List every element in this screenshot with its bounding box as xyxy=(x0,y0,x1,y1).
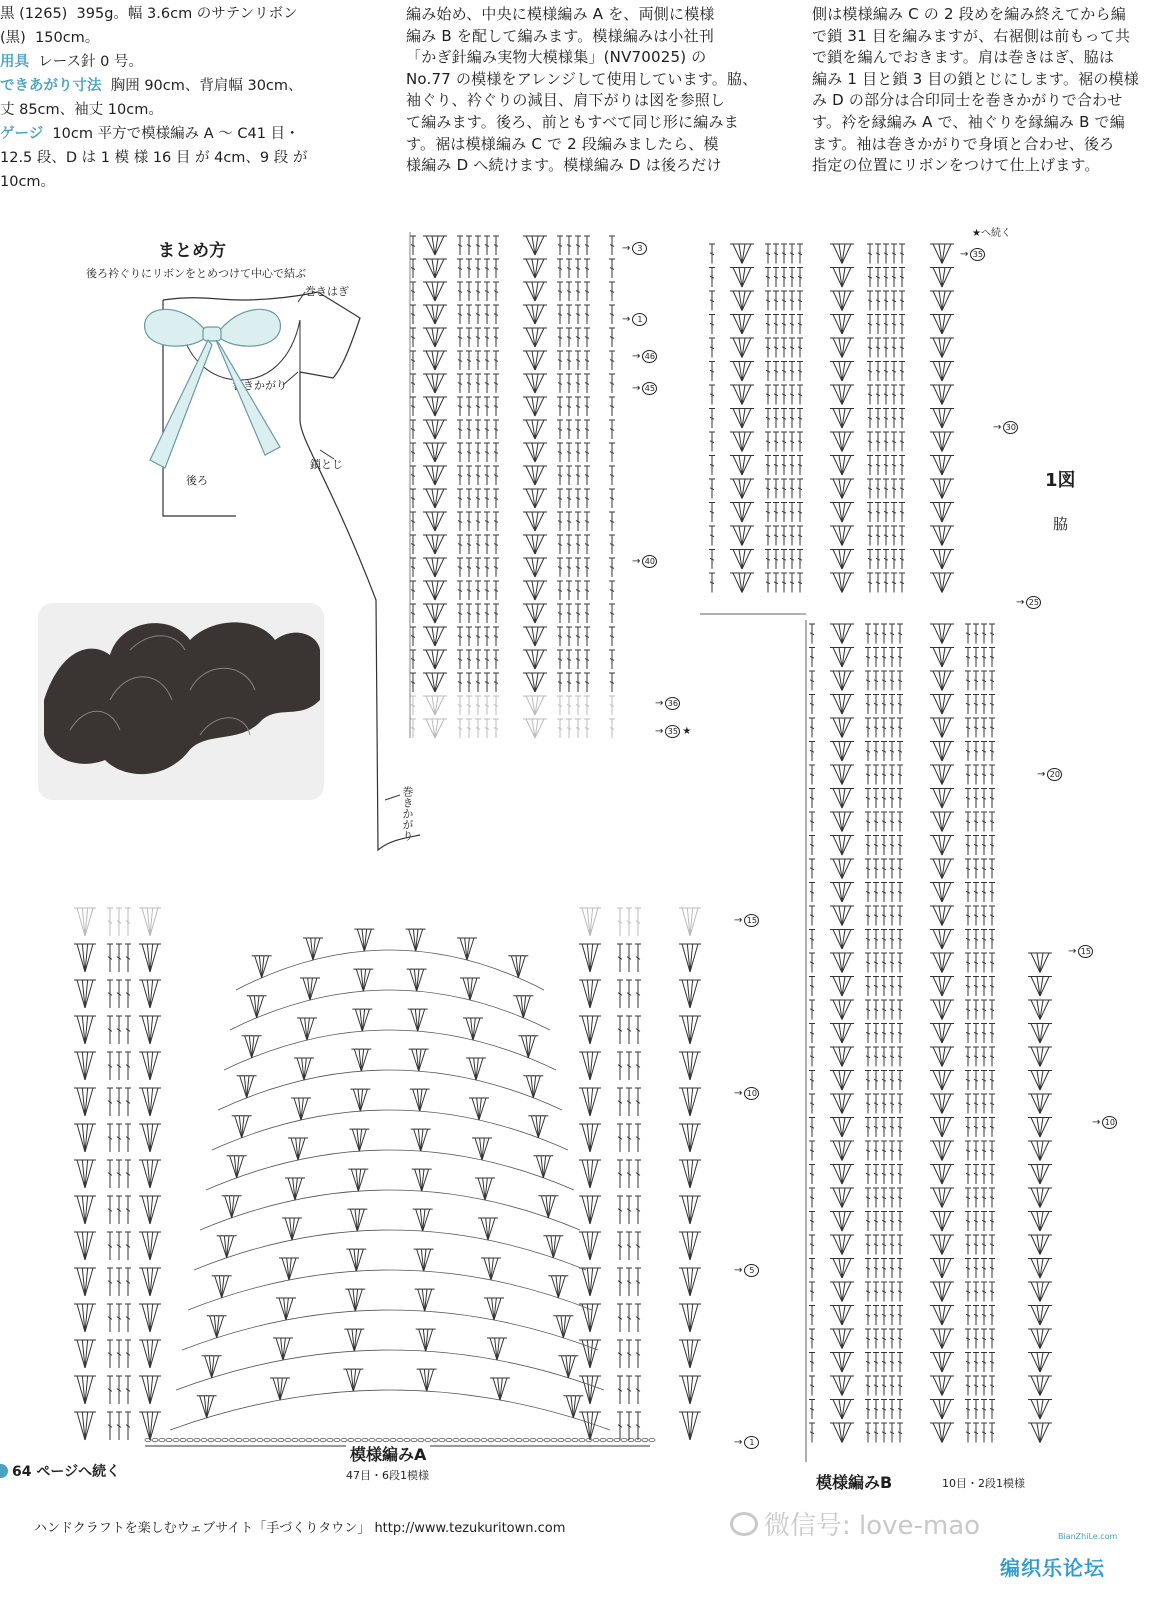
label-makikagari: 巻きかがり xyxy=(232,379,287,392)
row-number: 45 xyxy=(642,382,657,395)
row-number: 15 xyxy=(744,914,759,927)
spec-key: できあがり寸法 xyxy=(0,78,102,94)
caption-pattern-b-sub: 10目・2段1模様 xyxy=(942,1477,1025,1490)
row-marker xyxy=(632,555,657,568)
wechat-icon xyxy=(730,1512,758,1536)
arrow-right-icon: → xyxy=(632,383,641,394)
instruction-line: 編み B を配して編みます。模様編みは小社刊 xyxy=(406,26,715,45)
row-number: 35 xyxy=(665,725,680,738)
ribbon-bow-icon xyxy=(145,309,281,468)
spec-value: 10cm 平方で模様編み A ～ C41 目・ xyxy=(43,126,300,142)
lace-sample-photo xyxy=(38,603,324,800)
instruction-line: 様編み D へ続けます。模様編み D は後ろだけ xyxy=(406,156,722,175)
row-marker xyxy=(632,382,657,395)
arrow-right-icon: → xyxy=(734,915,743,926)
row-number: 30 xyxy=(1003,421,1018,434)
instruction-line: 編み始め、中央に模様編み A を、両側に模様 xyxy=(406,5,715,23)
caption-pattern-a-sub: 47目・6段1模様 xyxy=(346,1469,429,1482)
ribbon-note: 後ろ衿ぐりにリボンをとめつけて中心で結ぶ xyxy=(86,267,306,280)
row-number: 35 xyxy=(970,248,985,261)
row-number: 10 xyxy=(1102,1116,1117,1129)
watermark xyxy=(730,1505,980,1542)
row-marker xyxy=(734,1436,759,1449)
row-marker xyxy=(993,421,1018,434)
instruction-line: 編み 1 目と鎖 3 目の鎖とじにします。裾の模様 xyxy=(812,69,1139,88)
instruction-line: で鎖 31 目を編みますが、右裾側は前もって共 xyxy=(812,26,1131,45)
row-marker xyxy=(655,697,680,710)
row-number: 5 xyxy=(744,1264,759,1277)
instruction-line: 「かぎ針編み実物大模様集」(NV70025) の xyxy=(406,48,707,67)
row-number: 40 xyxy=(642,555,657,568)
instruction-line: す。裾は模様編み C で 2 段編みましたら、模 xyxy=(406,134,719,153)
arrow-right-icon: → xyxy=(734,1437,743,1448)
instruction-line: ます。袖は巻きかがりで身頃と合わせ、後ろ xyxy=(812,134,1115,153)
spec-value: 10cm。 xyxy=(0,174,56,190)
row-marker xyxy=(622,242,647,255)
label-makikagari-vertical: 巻きかがり xyxy=(401,786,414,841)
forum-small: BianZhiLe.com xyxy=(1058,1532,1118,1541)
row-number: 10 xyxy=(744,1087,759,1100)
spec-key: ゲージ xyxy=(0,126,44,142)
label-kusaritoji: 鎖とじ xyxy=(310,458,343,471)
label-makihagi: 巻きはぎ xyxy=(305,285,349,298)
arrow-right-icon: → xyxy=(622,314,631,325)
row-marker xyxy=(734,1264,759,1277)
watermark-text: 微信号: love-mao xyxy=(764,1511,981,1541)
instruction-line: 袖ぐり、衿ぐりの減目、肩下がりは図を参照し xyxy=(406,91,726,110)
row-marker xyxy=(734,914,759,927)
instruction-line: 側は模様編み C の 2 段めを編み終えてから編 xyxy=(812,5,1126,23)
arrow-right-icon: → xyxy=(1037,769,1046,780)
row-marker xyxy=(622,313,647,326)
instruction-line: No.77 の模様をアレンジして使用しています。脇、 xyxy=(406,69,758,88)
row-marker xyxy=(632,350,657,363)
spec-value: (黒) 150cm。 xyxy=(0,30,100,46)
instruction-line: す。衿を縁編み A で、袖ぐりを縁編み B で編 xyxy=(812,112,1125,131)
row-number: 1 xyxy=(744,1436,759,1449)
row-marker xyxy=(1016,596,1041,609)
row-number: 36 xyxy=(665,697,680,710)
row-number: 1 xyxy=(632,313,647,326)
row-number: 3 xyxy=(632,242,647,255)
star-icon: ★ xyxy=(682,726,692,737)
instruction-line: 指定の位置にリボンをつけて仕上げます。 xyxy=(812,156,1100,175)
arrow-right-icon: → xyxy=(734,1265,743,1276)
label-ushiro: 後ろ xyxy=(186,474,208,487)
arrow-right-icon: → xyxy=(993,422,1002,433)
instruction-line: で鎖を編んでおきます。肩は巻きはぎ、脇は xyxy=(812,48,1115,67)
crochet-charts xyxy=(74,232,1052,1462)
forum-logo: 编织乐论坛 xyxy=(1000,1556,1105,1580)
spec-value: 胸囲 90cm、背肩幅 30cm、 xyxy=(101,78,303,94)
arrow-right-icon: → xyxy=(632,556,641,567)
instruction-line: て編みます。後ろ、前ともすべて同じ形に編みま xyxy=(406,112,739,131)
spec-value: 12.5 段、D は 1 模 様 16 目 が 4cm、9 段 が xyxy=(0,150,308,166)
arrow-icon xyxy=(0,1464,8,1478)
continue-note-text: 64 ページへ続く xyxy=(12,1464,121,1480)
chart-b-upper-left xyxy=(410,232,615,738)
row-marker xyxy=(1092,1116,1117,1129)
spec-value: 黒 (1265) 395g。幅 3.6cm のサテンリボン xyxy=(0,6,298,22)
row-number: 25 xyxy=(1026,596,1041,609)
row-number: 15 xyxy=(1078,945,1093,958)
arrow-right-icon: → xyxy=(622,243,631,254)
arrow-right-icon: → xyxy=(655,698,664,709)
top-note: ★へ続く xyxy=(972,228,1011,239)
spec-value: 丈 85cm、袖丈 10cm。 xyxy=(0,102,163,118)
row-marker xyxy=(655,725,691,738)
row-marker xyxy=(1068,945,1093,958)
arrow-right-icon: → xyxy=(1068,946,1077,957)
side-label: 脇 xyxy=(1053,515,1069,533)
website-line: ハンドクラフトを楽しむウェブサイト「手づくりタウン」 http://www.tezukuritown.com xyxy=(34,1521,566,1536)
row-marker xyxy=(734,1087,759,1100)
caption-pattern-a: 模様編みA xyxy=(346,1442,430,1465)
row-marker xyxy=(960,248,985,261)
continue-note xyxy=(0,1461,120,1481)
assembly-title: まとめ方 xyxy=(158,241,226,261)
spec-value: レース針 0 号。 xyxy=(29,54,143,70)
instruction-line: み D の部分は合印同士を巻きかがりで合わせ xyxy=(812,91,1123,110)
row-marker xyxy=(1037,768,1062,781)
arrow-right-icon: → xyxy=(655,726,664,737)
caption-pattern-b: 模様編みB xyxy=(816,1473,893,1492)
row-number: 20 xyxy=(1047,768,1062,781)
arrow-right-icon: → xyxy=(632,351,641,362)
spec-key: 用具 xyxy=(0,54,29,70)
arrow-right-icon: → xyxy=(734,1088,743,1099)
arrow-right-icon: → xyxy=(1016,597,1025,608)
row-number: 46 xyxy=(642,350,657,363)
arrow-right-icon: → xyxy=(1092,1117,1101,1128)
chart-a xyxy=(74,908,701,1446)
arrow-right-icon: → xyxy=(960,249,969,260)
figure-label: 1図 xyxy=(1045,470,1076,491)
